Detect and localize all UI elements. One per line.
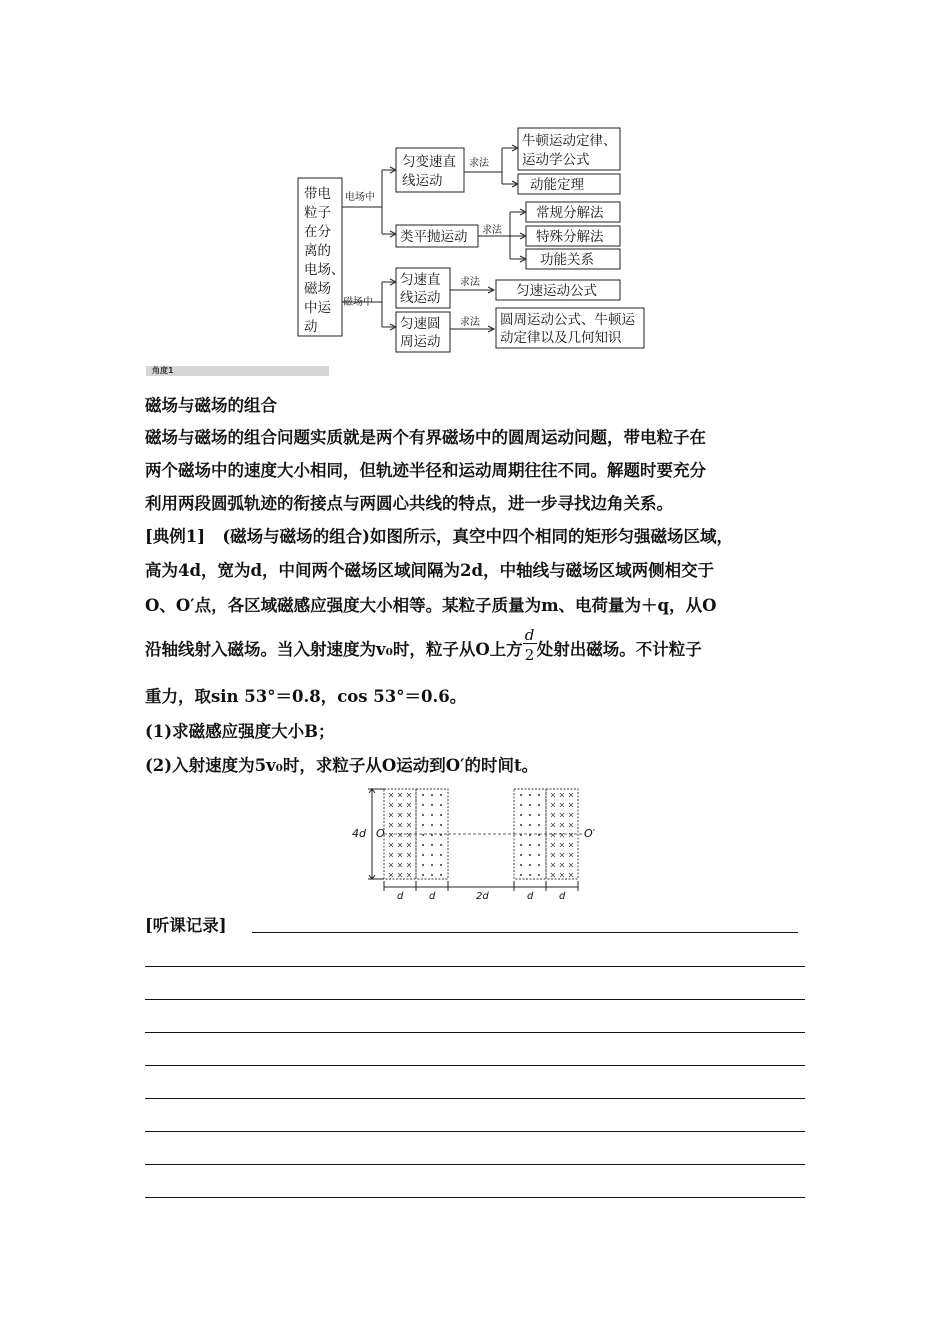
field-dot-mark [431,864,433,866]
field-dot-mark [520,844,522,846]
fraction-d-over-2 [523,625,537,664]
section-title: 磁场与磁场的组合 [145,396,277,415]
notes-label: [听课记录] [145,916,227,935]
field-dot-mark [422,864,424,866]
qiufa-label-3: 求法 [460,277,480,288]
field-cross-mark [389,833,393,837]
field-dot-mark [520,864,522,866]
question-2: (2)入射速度为5v₀时，求粒子从O运动到O′的时间t。 [145,756,539,775]
notes-line-3[interactable] [145,1032,805,1033]
example-line-5: 重力，取sin 53°＝0.8，cos 53°＝0.6。 [145,687,467,706]
m2-method-2: 特殊分解法 [536,229,604,245]
field-cross-mark [389,803,393,807]
field-cross-mark [407,793,411,797]
field-dot-mark [422,814,424,816]
root-char-3: 离的 [304,243,331,259]
field-cross-mark [560,843,564,847]
field-cross-mark [551,803,555,807]
field-dot-mark [440,844,442,846]
field-cross-mark [398,863,402,867]
motion3-line1: 匀速直 [400,272,441,288]
field-dot-mark [538,814,540,816]
field-dot-mark [431,804,433,806]
example-label: [典例1] [145,527,206,546]
root-char-4: 电场、 [304,262,345,278]
field-dot-mark [529,804,531,806]
field-cross-mark [551,813,555,817]
example-line-1 [145,527,810,547]
motion1-line2: 线运动 [402,173,443,189]
field-dot-mark [431,874,433,876]
m2-method-3: 功能关系 [540,252,594,268]
branch-electric-label: 电场中 [345,192,375,203]
m1-method-2: 动能定理 [530,177,584,193]
field-dot-mark [529,844,531,846]
field-cross-mark [569,833,573,837]
field-dot-mark [431,824,433,826]
field-cross-mark [569,843,573,847]
field-cross-mark [560,813,564,817]
m3-method: 匀速运动公式 [516,283,597,299]
field-dot-mark [529,814,531,816]
field-dot-mark [538,844,540,846]
field-cross-mark [398,873,402,877]
field-cross-mark [389,843,393,847]
field-cross-mark [560,823,564,827]
field-cross-mark [407,813,411,817]
example-line-2: 高为4d，宽为d，中间两个磁场区域间隔为2d，中轴线与磁场区域两侧相交于 [145,561,715,580]
fraction-numerator: d [524,625,535,644]
example-text-4b: 处射出磁场。不计粒子 [536,640,702,659]
height-arrow [369,789,375,879]
field-dot-mark [431,844,433,846]
example-text-1: (磁场与磁场的组合)如图所示，真空中四个相同的矩形匀强磁场区域， [222,527,733,546]
intro-line-2: 两个磁场中的速度大小相同，但轨迹半径和运动周期往往不同。解题时要充分 [145,461,706,480]
field-cross-mark [398,853,402,857]
field-cross-mark [389,813,393,817]
field-cross-mark [569,803,573,807]
m2-method-1: 常规分解法 [536,205,604,221]
field-cross-mark [560,803,564,807]
point-o-label: O [376,827,385,840]
field-dot-mark [520,874,522,876]
field-cross-mark [407,843,411,847]
field-cross-mark [398,793,402,797]
field-dot-mark [440,864,442,866]
width-label-5: d [559,891,566,902]
field-cross-mark [551,833,555,837]
field-cross-mark [398,833,402,837]
field-dot-mark [538,824,540,826]
root-char-2: 在分 [304,224,331,240]
notes-line-1[interactable] [145,966,805,967]
m4-method-line1: 圆周运动公式、牛顿运 [500,312,635,328]
width-label-4: d [527,891,534,902]
field-cross-mark [398,813,402,817]
field-dot-mark [520,854,522,856]
field-cross-mark [569,823,573,827]
field-cross-mark [551,873,555,877]
motion4-line1: 匀速圆 [400,316,441,332]
field-dot-mark [440,824,442,826]
branch-magnetic-label: 磁场中 [343,297,373,308]
field-dot-mark [538,874,540,876]
field-dot-mark [538,804,540,806]
notes-line-5[interactable] [145,1098,805,1099]
field-cross-mark [407,833,411,837]
field-dot-mark [422,874,424,876]
field-dot-mark [538,854,540,856]
example-line-3: O、O′点，各区域磁感应强度大小相等。某粒子质量为m、电荷量为＋q，从O [145,596,717,615]
field-cross-mark [389,863,393,867]
m1-method-1-line1: 牛顿运动定律、 [522,133,617,149]
field-dot-mark [520,804,522,806]
example-text-4a: 沿轴线射入磁场。当入射速度为v₀时，粒子从O上方 [145,640,523,659]
field-dot-mark [422,854,424,856]
section-tag [146,366,329,376]
example-line-4 [145,625,810,664]
field-dot-mark [529,824,531,826]
field-cross-mark [389,793,393,797]
field-cross-mark [551,863,555,867]
field-dot-mark [529,794,531,796]
field-dot-mark [520,814,522,816]
field-dot-mark [520,794,522,796]
root-char-5: 磁场 [304,281,331,297]
root-char-6: 中运 [304,300,331,316]
field-cross-mark [569,793,573,797]
field-cross-mark [569,863,573,867]
field-cross-mark [560,853,564,857]
motion3-line2: 线运动 [400,290,441,306]
root-char-1: 粒子 [304,205,331,221]
qiufa-label-4: 求法 [460,317,480,328]
field-cross-mark [551,843,555,847]
height-label: 4d [352,827,366,840]
field-dot-mark [431,854,433,856]
width-label-1: d [397,891,404,902]
field-cross-mark [407,863,411,867]
point-o-prime-label: O′ [584,827,596,840]
field-cross-mark [560,833,564,837]
field-cross-mark [551,823,555,827]
field-dot-mark [422,844,424,846]
question-1: (1)求磁感应强度大小B； [145,722,335,741]
field-dot-mark [431,814,433,816]
field-cross-mark [398,843,402,847]
field-dot-mark [538,794,540,796]
field-dot-mark [529,864,531,866]
field-cross-mark [551,793,555,797]
field-cross-mark [569,813,573,817]
field-cross-mark [389,823,393,827]
field-dot-mark [520,824,522,826]
width-label-3: 2d [476,891,489,902]
field-dot-mark [422,834,424,836]
field-dot-mark [440,804,442,806]
section-tag-label: 角度1 [152,366,174,375]
magnetic-field-figure [350,785,610,905]
field-cross-mark [569,873,573,877]
notes-line-4[interactable] [145,1065,805,1066]
field-dot-mark [440,854,442,856]
notes-line-2[interactable] [145,999,805,1000]
qiufa-label-2: 求法 [482,225,502,236]
motion2-label: 类平抛运动 [400,229,468,245]
qiufa-label-1: 求法 [469,158,489,169]
field-dot-mark [422,824,424,826]
field-cross-mark [398,803,402,807]
field-cross-mark [560,873,564,877]
motion1-line1: 匀变速直 [402,154,456,170]
root-char-7: 动 [304,319,318,335]
field-dot-mark [431,794,433,796]
notes-line-8[interactable] [145,1197,805,1198]
field-cross-mark [569,853,573,857]
field-cross-mark [389,853,393,857]
field-cross-mark [407,873,411,877]
notes-line-7[interactable] [145,1164,805,1165]
field-dot-mark [422,804,424,806]
field-dot-mark [529,854,531,856]
m4-method-line2: 动定律以及几何知识 [500,330,622,346]
field-cross-mark [407,823,411,827]
notes-line-0[interactable] [252,932,798,933]
field-dot-mark [529,874,531,876]
field-cross-mark [407,853,411,857]
field-dot-mark [440,814,442,816]
intro-line-3: 利用两段圆弧轨迹的衔接点与两圆心共线的特点，进一步寻找边角关系。 [145,494,673,513]
field-dot-mark [440,794,442,796]
fraction-denominator: 2 [524,645,535,664]
notes-line-6[interactable] [145,1131,805,1132]
intro-line-1: 磁场与磁场的组合问题实质就是两个有界磁场中的圆周运动问题，带电粒子在 [145,428,706,447]
field-cross-mark [398,823,402,827]
field-cross-mark [389,873,393,877]
width-label-2: d [429,891,436,902]
m1-method-1-line2: 运动学公式 [522,152,590,168]
field-dot-mark [538,864,540,866]
field-cross-mark [407,803,411,807]
field-dot-mark [440,874,442,876]
field-cross-mark [560,863,564,867]
root-char-0: 带电 [304,186,331,202]
field-cross-mark [560,793,564,797]
method-mindmap [290,122,660,357]
field-cross-mark [551,853,555,857]
motion4-line2: 周运动 [400,334,441,350]
field-dot-mark [422,794,424,796]
